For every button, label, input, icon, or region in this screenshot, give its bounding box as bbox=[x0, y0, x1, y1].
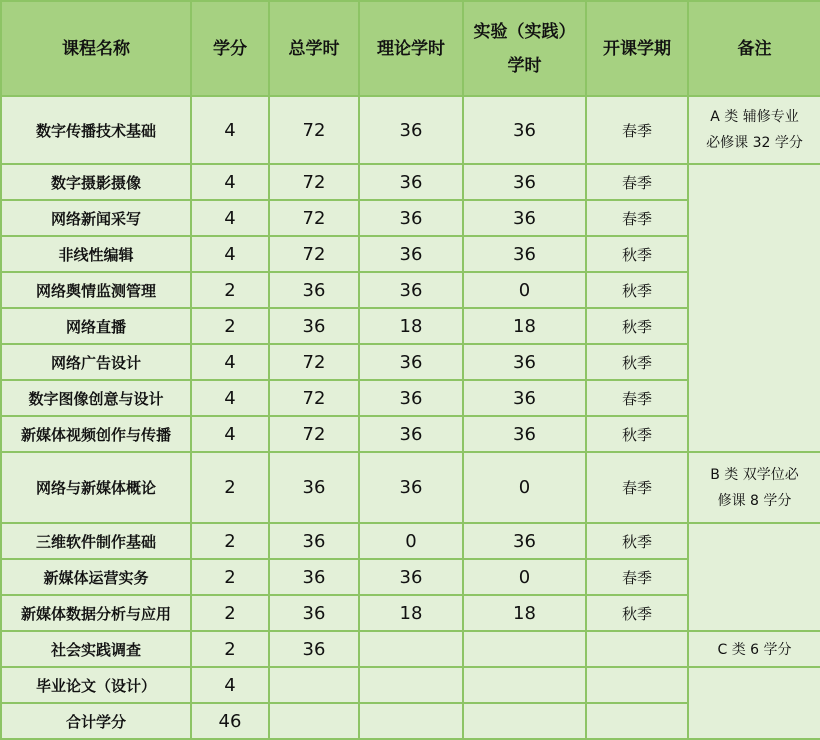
theory-hours-cell: 36 bbox=[359, 416, 463, 452]
credits-cell: 4 bbox=[191, 416, 269, 452]
credits-cell: 2 bbox=[191, 452, 269, 523]
header-semester: 开课学期 bbox=[586, 1, 688, 96]
theory-hours-cell: 36 bbox=[359, 559, 463, 595]
total-hours-cell: 72 bbox=[269, 200, 359, 236]
total-hours-cell: 36 bbox=[269, 308, 359, 344]
practice-hours-cell bbox=[463, 667, 586, 703]
practice-hours-cell: 0 bbox=[463, 452, 586, 523]
course-name: 网络广告设计 bbox=[1, 344, 191, 380]
header-theory-hours: 理论学时 bbox=[359, 1, 463, 96]
total-hours-cell: 72 bbox=[269, 96, 359, 164]
theory-hours-cell: 36 bbox=[359, 380, 463, 416]
total-hours-cell bbox=[269, 667, 359, 703]
semester-cell bbox=[586, 667, 688, 703]
table-row bbox=[1, 667, 820, 703]
course-name: 新媒体数据分析与应用 bbox=[1, 595, 191, 631]
total-hours-cell: 36 bbox=[269, 595, 359, 631]
course-name: 社会实践调查 bbox=[1, 631, 191, 667]
note-empty-block-c bbox=[688, 667, 820, 739]
total-hours-cell: 36 bbox=[269, 523, 359, 559]
course-name: 网络舆情监测管理 bbox=[1, 272, 191, 308]
note-b bbox=[688, 452, 820, 523]
course-name: 新媒体视频创作与传播 bbox=[1, 416, 191, 452]
note-a-line2: 必修课 32 学分 bbox=[706, 135, 803, 151]
course-name: 新媒体运营实务 bbox=[1, 559, 191, 595]
practice-hours-cell: 36 bbox=[463, 523, 586, 559]
course-name: 数字传播技术基础 bbox=[1, 96, 191, 164]
semester-cell: 春季 bbox=[586, 559, 688, 595]
practice-hours-cell: 0 bbox=[463, 559, 586, 595]
theory-hours-cell: 0 bbox=[359, 523, 463, 559]
credits-cell: 2 bbox=[191, 523, 269, 559]
table-row bbox=[1, 164, 820, 200]
practice-hours-cell: 36 bbox=[463, 164, 586, 200]
credits-cell: 2 bbox=[191, 308, 269, 344]
semester-cell: 秋季 bbox=[586, 523, 688, 559]
total-hours-cell: 72 bbox=[269, 164, 359, 200]
note-a bbox=[688, 96, 820, 164]
total-hours-cell: 72 bbox=[269, 416, 359, 452]
total-hours-cell: 72 bbox=[269, 236, 359, 272]
note-empty-block-a bbox=[688, 164, 820, 452]
total-credits-cell: 46 bbox=[191, 703, 269, 739]
semester-cell: 春季 bbox=[586, 200, 688, 236]
header-total-hours: 总学时 bbox=[269, 1, 359, 96]
semester-cell: 春季 bbox=[586, 164, 688, 200]
theory-hours-cell: 36 bbox=[359, 344, 463, 380]
credits-cell: 4 bbox=[191, 200, 269, 236]
semester-cell bbox=[586, 631, 688, 667]
theory-hours-cell: 36 bbox=[359, 96, 463, 164]
total-hours-cell: 36 bbox=[269, 452, 359, 523]
total-hours-cell: 36 bbox=[269, 272, 359, 308]
theory-hours-cell: 36 bbox=[359, 164, 463, 200]
note-empty-block-b bbox=[688, 523, 820, 631]
theory-hours-cell: 18 bbox=[359, 595, 463, 631]
course-name: 三维软件制作基础 bbox=[1, 523, 191, 559]
total-hours-cell: 72 bbox=[269, 380, 359, 416]
practice-hours-cell: 36 bbox=[463, 200, 586, 236]
practice-hours-cell: 18 bbox=[463, 308, 586, 344]
theory-hours-cell: 18 bbox=[359, 308, 463, 344]
note-b-line2: 修课 8 学分 bbox=[717, 492, 792, 509]
course-name: 数字摄影摄像 bbox=[1, 164, 191, 200]
header-notes: 备注 bbox=[688, 1, 820, 96]
practice-hours-cell bbox=[463, 631, 586, 667]
header-practice-line1: 实验（实践） bbox=[473, 21, 576, 42]
header-credits: 学分 bbox=[191, 1, 269, 96]
theory-hours-cell: 36 bbox=[359, 272, 463, 308]
credits-cell: 2 bbox=[191, 272, 269, 308]
credits-cell: 4 bbox=[191, 96, 269, 164]
practice-hours-cell: 18 bbox=[463, 595, 586, 631]
theory-hours-cell: 36 bbox=[359, 452, 463, 523]
semester-cell: 秋季 bbox=[586, 344, 688, 380]
credits-cell: 4 bbox=[191, 164, 269, 200]
semester-cell: 秋季 bbox=[586, 595, 688, 631]
note-a-line1: A 类 辅修专业 bbox=[710, 109, 799, 125]
credits-cell: 2 bbox=[191, 559, 269, 595]
theory-hours-cell bbox=[359, 667, 463, 703]
note-c: C 类 6 学分 bbox=[688, 631, 820, 667]
header-row bbox=[1, 1, 820, 96]
course-name: 毕业论文（设计） bbox=[1, 667, 191, 703]
course-name: 网络新闻采写 bbox=[1, 200, 191, 236]
practice-hours-cell: 0 bbox=[463, 272, 586, 308]
credits-cell: 4 bbox=[191, 380, 269, 416]
total-hours-cell: 72 bbox=[269, 344, 359, 380]
table-row bbox=[1, 96, 820, 164]
practice-hours-cell: 36 bbox=[463, 344, 586, 380]
total-hours-cell: 36 bbox=[269, 631, 359, 667]
credits-cell: 4 bbox=[191, 236, 269, 272]
header-practice-line2: 学时 bbox=[507, 55, 542, 76]
theory-hours-cell bbox=[359, 631, 463, 667]
semester-cell: 秋季 bbox=[586, 308, 688, 344]
semester-cell: 秋季 bbox=[586, 416, 688, 452]
semester-cell: 春季 bbox=[586, 380, 688, 416]
practice-hours-cell: 36 bbox=[463, 96, 586, 164]
course-name: 数字图像创意与设计 bbox=[1, 380, 191, 416]
practice-hours-cell: 36 bbox=[463, 380, 586, 416]
theory-hours-cell: 36 bbox=[359, 236, 463, 272]
semester-cell: 春季 bbox=[586, 96, 688, 164]
course-name: 非线性编辑 bbox=[1, 236, 191, 272]
practice-hours-cell: 36 bbox=[463, 416, 586, 452]
total-label: 合计学分 bbox=[1, 703, 191, 739]
semester-cell: 秋季 bbox=[586, 272, 688, 308]
course-name: 网络与新媒体概论 bbox=[1, 452, 191, 523]
course-name: 网络直播 bbox=[1, 308, 191, 344]
table-row bbox=[1, 631, 820, 667]
note-b-line1: B 类 双学位必 bbox=[710, 466, 799, 483]
header-practice-hours bbox=[463, 1, 586, 96]
credits-cell: 4 bbox=[191, 667, 269, 703]
table-row bbox=[1, 523, 820, 559]
semester-cell: 秋季 bbox=[586, 236, 688, 272]
practice-hours-cell: 36 bbox=[463, 236, 586, 272]
theory-hours-cell: 36 bbox=[359, 200, 463, 236]
semester-cell: 春季 bbox=[586, 452, 688, 523]
credits-cell: 2 bbox=[191, 595, 269, 631]
table-row bbox=[1, 452, 820, 523]
credits-cell: 4 bbox=[191, 344, 269, 380]
credits-cell: 2 bbox=[191, 631, 269, 667]
header-course-name: 课程名称 bbox=[1, 1, 191, 96]
total-hours-cell: 36 bbox=[269, 559, 359, 595]
